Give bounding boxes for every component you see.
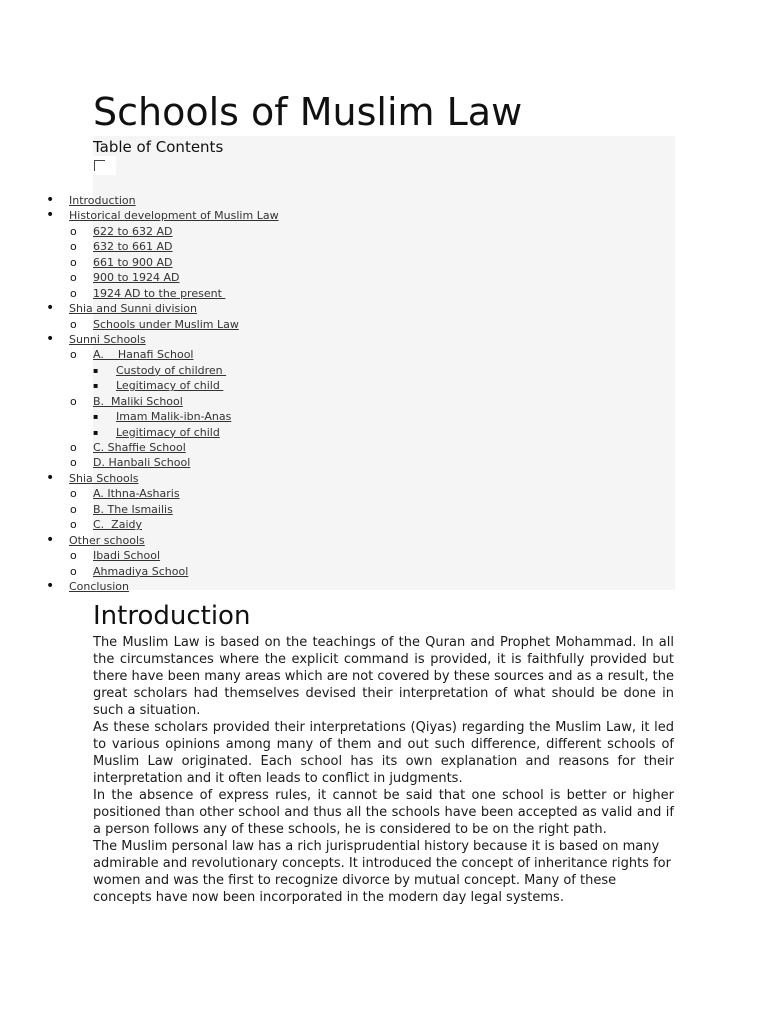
toc-bullet-icon: o [70,487,77,501]
toc-link[interactable]: 661 to 900 AD [93,255,173,269]
toc-link[interactable]: 1924 AD to the present [93,286,226,300]
toc-link[interactable]: Conclusion [69,579,129,593]
toc-link[interactable]: 622 to 632 AD [93,224,173,238]
toc-link[interactable]: A. Hanafi School [93,348,194,362]
toc-link[interactable]: B. The Ismailis [93,502,173,516]
toc-link[interactable]: C. Shaffie School [93,441,186,454]
toc-link[interactable]: Other schools [69,533,145,547]
toc-bullet-icon: • [46,207,55,224]
toc-bullet-icon: • [46,577,55,594]
toc-link[interactable]: C. Zaidy [93,518,142,532]
toc-link[interactable]: 632 to 661 AD [93,240,173,254]
toc-link[interactable]: 900 to 1924 AD [93,271,180,285]
toc-bullet-icon: • [46,531,55,548]
toc-link[interactable]: Ibadi School [93,549,161,563]
toc-entry [0,378,768,393]
toc-entry [0,409,768,424]
toc-entry [0,363,768,378]
toc-bullet-icon: o [70,549,77,563]
toc-bullet-icon: ▪ [93,365,99,375]
toc-link[interactable]: Legitimacy of child [116,379,224,393]
paragraph: As these scholars provided their interpretations (Qiyas) regarding the Muslim Law, it led to various opinions among many of them and out such difference, different schools of Muslim Law originated. Each school has its own explanation and reasons for their interpretation and it often leads to conflict in judgments. [93,720,674,786]
toc-entry [0,224,768,239]
toc-bullet-icon: o [70,224,77,238]
toc-bullet-icon: o [70,286,77,300]
toc-entry [0,270,768,285]
toc-entry [0,286,768,301]
toc-bullet-icon: o [70,518,77,532]
toc-bullet-icon: ▪ [93,381,99,391]
toc-bullet-icon: o [70,441,77,454]
toc-entry [0,486,768,501]
toc-link[interactable]: B. Maliki School [93,394,183,408]
toc-entry [0,347,768,362]
toc-entry [0,564,768,579]
toc-link[interactable]: Historical development of Muslim Law [69,209,279,223]
toc-link[interactable]: Sunni Schools [69,332,146,346]
toc-link[interactable]: Shia Schools [69,471,139,485]
toc-entry [0,193,768,208]
toc-entry [0,394,768,409]
toc-entry [0,425,768,440]
toc-link[interactable]: A. Ithna-Asharis [93,487,180,501]
toc-entry [0,317,768,332]
toc-entry [0,502,768,517]
toc-bullet-icon: o [70,240,77,254]
toc-bullet-icon: o [70,255,77,269]
paragraph: The Muslim Law is based on the teachings of the Quran and Prophet Mohammad. In all the circumstances where the explicit command is provided, it is faithfully provided but there have been many areas which are not covered by these sources and as a result, the great scholars had themselves devised their interpretation of what should be done in such a situation. [93,635,674,718]
toc-bullet-icon: • [46,330,55,347]
paragraph: In the absence of express rules, it cannot be said that one school is better or higher positioned than other school and thus all the schools have been accepted as valid and if a person follows any of these schools, he is considered to be on the right path. [93,788,674,837]
paragraph: The Muslim personal law has a rich jurisprudential history because it is based on many admirable and revolutionary concepts. It introduced the concept of inheritance rights for women and was the first to recognize divorce by mutual concept. Many of these concepts have now been incorporated in the modern day legal systems. [93,839,671,905]
toc-entry [0,440,768,455]
toc-entry [0,208,768,223]
toc-entry [0,255,768,270]
toc-entry [0,239,768,254]
toc-heading: Table of Contents [93,138,224,156]
toc-link[interactable]: Custody of children [116,363,227,377]
toc-bullet-icon: o [70,271,77,285]
toc-bullet-icon: o [70,564,77,578]
toc-checkbox-icon[interactable] [94,160,105,171]
toc-bullet-icon: o [70,394,77,408]
toc-link[interactable]: Ahmadiya School [93,564,189,578]
toc-entry [0,471,768,486]
section-heading-introduction: Introduction [93,601,251,631]
toc-bullet-icon: o [70,348,77,362]
toc-bullet-icon: ▪ [93,412,99,422]
toc-entry [0,579,768,594]
toc-bullet-icon: o [70,317,77,331]
toc-bullet-icon: ▪ [93,427,99,437]
toc-bullet-icon: • [46,300,55,317]
toc-link[interactable]: Legitimacy of child [116,425,220,439]
toc-bullet-icon: o [70,456,77,470]
document-title: Schools of Muslim Law [93,90,523,134]
toc-bullet-icon: o [70,502,77,516]
toc-list [0,193,768,594]
toc-entry [0,548,768,563]
toc-link[interactable]: Shia and Sunni division [69,302,197,316]
toc-entry [0,455,768,470]
toc-entry [0,533,768,548]
toc-entry [0,301,768,316]
toc-bullet-icon: • [46,192,55,208]
toc-entry [0,332,768,347]
toc-link[interactable]: Imam Malik-ibn-Anas [116,410,232,424]
toc-link[interactable]: D. Hanbali School [93,456,191,470]
toc-entry [0,517,768,532]
toc-bullet-icon: • [46,469,55,486]
toc-link[interactable]: Introduction [69,194,136,207]
toc-link[interactable]: Schools under Muslim Law [93,317,239,331]
